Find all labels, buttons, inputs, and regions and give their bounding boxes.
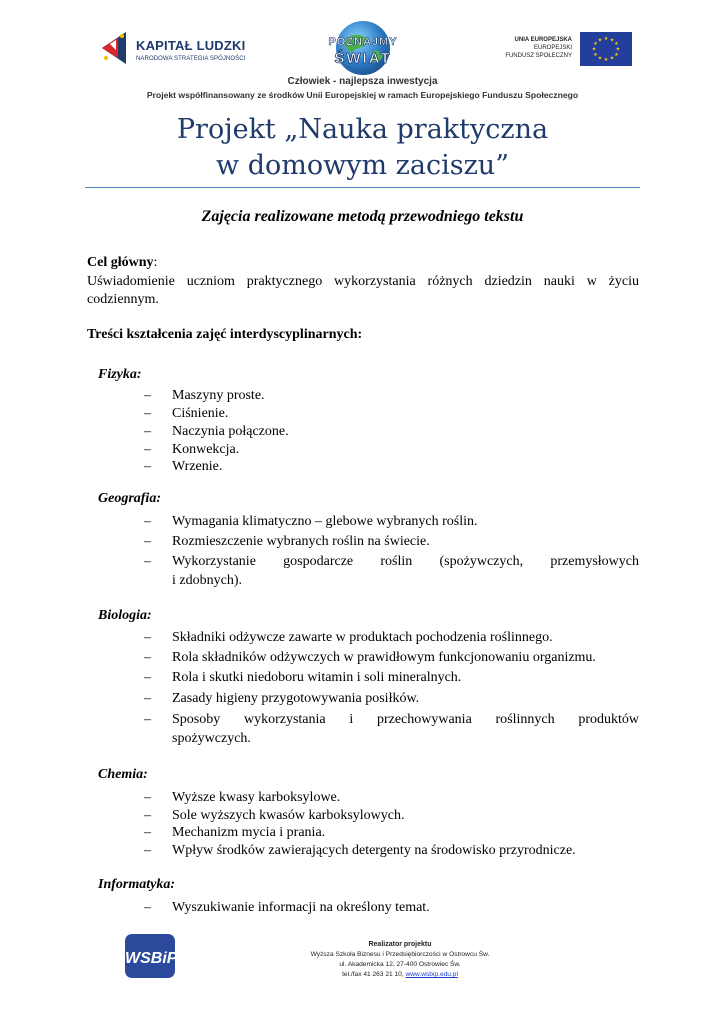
svg-text:★: ★ <box>615 46 621 53</box>
kapital-ludzki-emblem-icon <box>96 28 132 68</box>
list-item-text: Sposoby wykorzystania i przechowywania roślinnych produktów <box>172 712 639 727</box>
svg-text:★: ★ <box>597 37 603 44</box>
footer-website-link[interactable]: www.wsbip.edu.pl <box>405 971 458 978</box>
svg-text:★: ★ <box>593 52 598 58</box>
dash: – <box>144 554 151 569</box>
page-title <box>0 112 725 184</box>
list-item-text: Wymagania klimatyczno – glebowe wybranych roślin. <box>172 514 478 529</box>
list-item-text: Konwekcja. <box>172 442 240 457</box>
kapital-ludzki-logo <box>96 28 276 78</box>
section-title-fizyka: Fizyka: <box>98 367 142 382</box>
svg-text:★: ★ <box>609 55 615 62</box>
globe-icon <box>313 18 413 78</box>
list-item-text: Zasady higieny przygotowywania posiłków. <box>172 691 420 706</box>
dash: – <box>144 424 151 439</box>
list-item-text: Wrzenie. <box>172 459 223 474</box>
list-item-text-continued: i zdobnych). <box>172 573 242 588</box>
poznajmy-text: POZNAJMY <box>328 36 398 48</box>
svg-text:★: ★ <box>603 36 609 42</box>
svg-text:★: ★ <box>591 46 597 53</box>
list-item-text: Składniki odżywcze zawarte w produktach pochodzenia roślinnego. <box>172 630 553 645</box>
eu-fund-text <box>505 36 572 60</box>
list-item-text: Rola i skutki niedoboru witamin i soli mineralnych. <box>172 670 462 685</box>
svg-text:★: ★ <box>609 37 615 44</box>
footer-line-1: Wyższa Szkoła Biznesu i Przedsiębiorczości w Ostrowcu Św. <box>310 951 490 958</box>
svg-text:★: ★ <box>614 41 619 47</box>
dash: – <box>144 630 151 645</box>
dash: – <box>144 406 151 421</box>
list-item-text: Sole wyższych kwasów karboksylowych. <box>172 808 405 823</box>
eu-flag-icon <box>580 32 632 66</box>
content-heading: Treści kształcenia zajęć interdyscyplinarnych: <box>87 327 363 342</box>
svg-text:★: ★ <box>593 41 598 47</box>
footer-phone: tel./fax 41 263 21 10, <box>342 971 406 978</box>
section-title-chemia: Chemia: <box>98 767 148 782</box>
list-item-text: Rozmieszczenie wybranych roślin na świecie. <box>172 534 430 549</box>
footer <box>220 940 580 980</box>
document-subtitle: Zajęcia realizowane metodą przewodniego tekstu <box>201 208 524 225</box>
swiat-text: ŚWIAT <box>334 50 392 67</box>
footer-heading: Realizator projektu <box>368 941 432 948</box>
dash: – <box>144 650 151 665</box>
goal-label-text: Cel główny <box>87 255 154 270</box>
list-item-text: Wyszukiwanie informacji na określony temat. <box>172 900 430 915</box>
eu-fund-logo <box>482 30 632 70</box>
goal-label <box>87 255 157 271</box>
dash: – <box>144 900 151 915</box>
svg-text:★: ★ <box>614 52 619 58</box>
wsbip-logo-text: WSBiP <box>125 950 178 967</box>
dash: – <box>144 442 151 457</box>
list-item-text: Maszyny proste. <box>172 388 265 403</box>
section-title-biologia: Biologia: <box>98 608 152 623</box>
dash: – <box>144 843 151 858</box>
header-logos <box>0 18 725 78</box>
svg-text:★: ★ <box>603 57 609 63</box>
dash: – <box>144 712 151 727</box>
eu-line-1: UNIA EUROPEJSKA <box>514 37 572 43</box>
page-title-line-1: Projekt „Nauka praktyczna <box>176 114 549 145</box>
dash: – <box>144 388 151 403</box>
list-item-text-continued: spożywczych. <box>172 731 251 746</box>
list-item-text: Wyższe kwasy karboksylowe. <box>172 790 341 805</box>
page-title-line-2: w domowym zaciszu” <box>216 150 509 181</box>
dash: – <box>144 691 151 706</box>
dash: – <box>144 514 151 529</box>
section-title-informatyka: Informatyka: <box>98 877 175 892</box>
svg-text:★: ★ <box>597 55 603 62</box>
dash: – <box>144 534 151 549</box>
footer-line-2: ul. Akademicka 12, 27-400 Ostrowiec Św. <box>339 961 461 968</box>
list-item-text: Ciśnienie. <box>172 406 229 421</box>
wsbip-logo <box>125 934 178 978</box>
goal-colon: : <box>153 255 158 270</box>
list-item-text: Rola składników odżywczych w prawidłowym funkcjonowaniu organizmu. <box>172 650 596 665</box>
list-item-text: Mechanizm mycia i prania. <box>172 825 326 840</box>
eu-line-3: FUNDUSZ SPOŁECZNY <box>505 53 572 59</box>
eu-line-2: EUROPEJSKI <box>533 45 572 51</box>
list-item-text: Wykorzystanie gospodarcze roślin (spożywczych, przemysłowych <box>172 554 639 569</box>
kapital-ludzki-title: KAPITAŁ LUDZKI <box>136 38 246 53</box>
motto: Człowiek - najlepsza inwestycja <box>287 76 438 87</box>
title-divider <box>85 187 640 188</box>
dash: – <box>144 670 151 685</box>
list-item-text: Naczynia połączone. <box>172 424 289 439</box>
footer-line-3 <box>220 970 580 980</box>
dash: – <box>144 808 151 823</box>
section-title-geografia: Geografia: <box>98 491 161 506</box>
dash: – <box>144 459 151 474</box>
goal-text: Uświadomienie uczniom praktycznego wykorzystania różnych dziedzin nauki w życiu codziennym. <box>87 274 639 307</box>
list-item-text: Wpływ środków zawierających detergenty na środowisko przyrodnicze. <box>172 843 576 858</box>
dash: – <box>144 790 151 805</box>
kapital-ludzki-subtitle: NARODOWA STRATEGIA SPÓJNOŚCI <box>136 56 246 62</box>
cofinancing-note: Projekt współfinansowany ze środków Unii Europejskiej w ramach Europejskiego Funduszu Społecznego <box>146 90 579 100</box>
poznajmy-swiat-logo <box>313 18 413 78</box>
dash: – <box>144 825 151 840</box>
